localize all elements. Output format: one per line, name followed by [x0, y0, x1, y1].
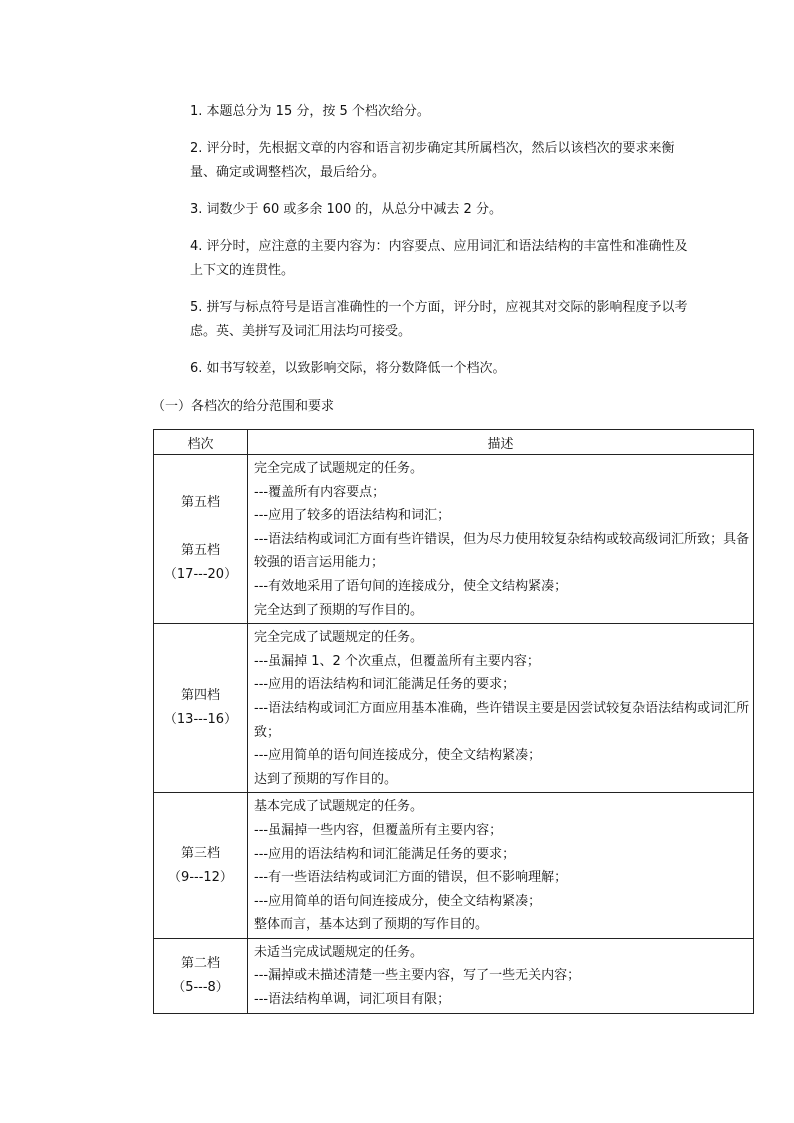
level-cell — [154, 793, 248, 939]
grading-table — [153, 429, 754, 1014]
description-line: ---应用的语法结构和词汇能满足任务的要求； — [254, 677, 516, 693]
level-range: （13---16） — [163, 712, 238, 728]
description-cell — [248, 938, 754, 1013]
level-range: （9---12） — [168, 869, 233, 885]
description-cell — [248, 793, 754, 939]
scoring-rules — [190, 100, 690, 394]
level-range: （17---20） — [163, 567, 238, 583]
level-cell — [154, 624, 248, 793]
table-row — [154, 793, 754, 939]
description-line: 基本完成了试题规定的任务。 — [254, 799, 424, 815]
description-line: ---语法结构单调，词汇项目有限； — [254, 992, 451, 1008]
section-title: （一）各档次的给分范围和要求 — [152, 399, 335, 414]
rule-4: 4. 评分时，应注意的主要内容为：内容要点、应用词汇和语法结构的丰富性和准确性及上下文的连贯性。 — [190, 239, 688, 278]
description-line: ---应用简单的语句间连接成分，使全文结构紧凑； — [254, 748, 542, 764]
header-description: 描述 — [248, 430, 754, 455]
level-name: 第五档 — [180, 543, 220, 559]
description-line: ---应用简单的语句间连接成分，使全文结构紧凑； — [254, 893, 542, 909]
table-row — [154, 624, 754, 793]
level-name: 第四档 — [180, 688, 220, 704]
description-line: 完全完成了试题规定的任务。 — [254, 461, 424, 476]
description-line: ---漏掉或未描述清楚一些主要内容，写了一些无关内容； — [254, 968, 581, 984]
description-line: ---应用了较多的语法结构和词汇； — [254, 508, 451, 524]
rule-6: 6. 如书写较差，以致影响交际，将分数降低一个档次。 — [190, 361, 506, 376]
description-line: ---虽漏掉 1、2 个次重点，但覆盖所有主要内容； — [254, 653, 540, 669]
description-line: ---虽漏掉一些内容，但覆盖所有主要内容； — [254, 822, 503, 838]
rule-2: 2. 评分时，先根据文章的内容和语言初步确定其所属档次，然后以该档次的要求来衡量、确定或调整档次，最后给分。 — [190, 141, 675, 180]
table-row — [154, 455, 754, 624]
description-cell — [248, 624, 754, 793]
description-cell — [248, 455, 754, 624]
rule-1: 1. 本题总分为 15 分，按 5 个档次给分。 — [190, 104, 430, 119]
rule-3: 3. 词数少于 60 或多余 100 的，从总分中减去 2 分。 — [190, 202, 502, 217]
level-cell — [154, 938, 248, 1013]
description-line: ---有一些语法结构或词汇方面的错误，但不影响理解； — [254, 870, 568, 886]
level-name: 第二档 — [180, 955, 220, 971]
description-line: ---覆盖所有内容要点； — [254, 484, 386, 500]
level-cell — [154, 455, 248, 624]
description-line: ---语法结构或词汇方面应用基本准确，些许错误主要是因尝试较复杂语法结构或词汇所致； — [254, 700, 750, 740]
level-name: 第三档 — [180, 845, 220, 861]
table-row — [154, 938, 754, 1013]
description-line: 达到了预期的写作目的。 — [254, 771, 398, 787]
description-line: ---语法结构或词汇方面有些许错误，但为尽力使用较复杂结构或较高级词汇所致；具备较强的语言运用能力； — [254, 531, 750, 571]
description-line: 整体而言，基本达到了预期的写作目的。 — [254, 917, 489, 933]
description-line: 完全达到了预期的写作目的。 — [254, 602, 424, 618]
description-line: 完全完成了试题规定的任务。 — [254, 630, 424, 646]
table-header-row — [154, 430, 754, 455]
level-name-top: 第五档 — [180, 495, 220, 511]
description-line: ---有效地采用了语句间的连接成分，使全文结构紧凑； — [254, 578, 568, 594]
description-line: 未适当完成试题规定的任务。 — [254, 944, 424, 960]
level-range: （5---8） — [172, 979, 229, 995]
description-line: ---应用的语法结构和词汇能满足任务的要求； — [254, 846, 516, 862]
rule-5: 5. 拼写与标点符号是语言准确性的一个方面，评分时，应视其对交际的影响程度予以考虑。英、美拼写及词汇用法均可接受。 — [190, 300, 688, 339]
header-level: 档次 — [154, 430, 248, 455]
